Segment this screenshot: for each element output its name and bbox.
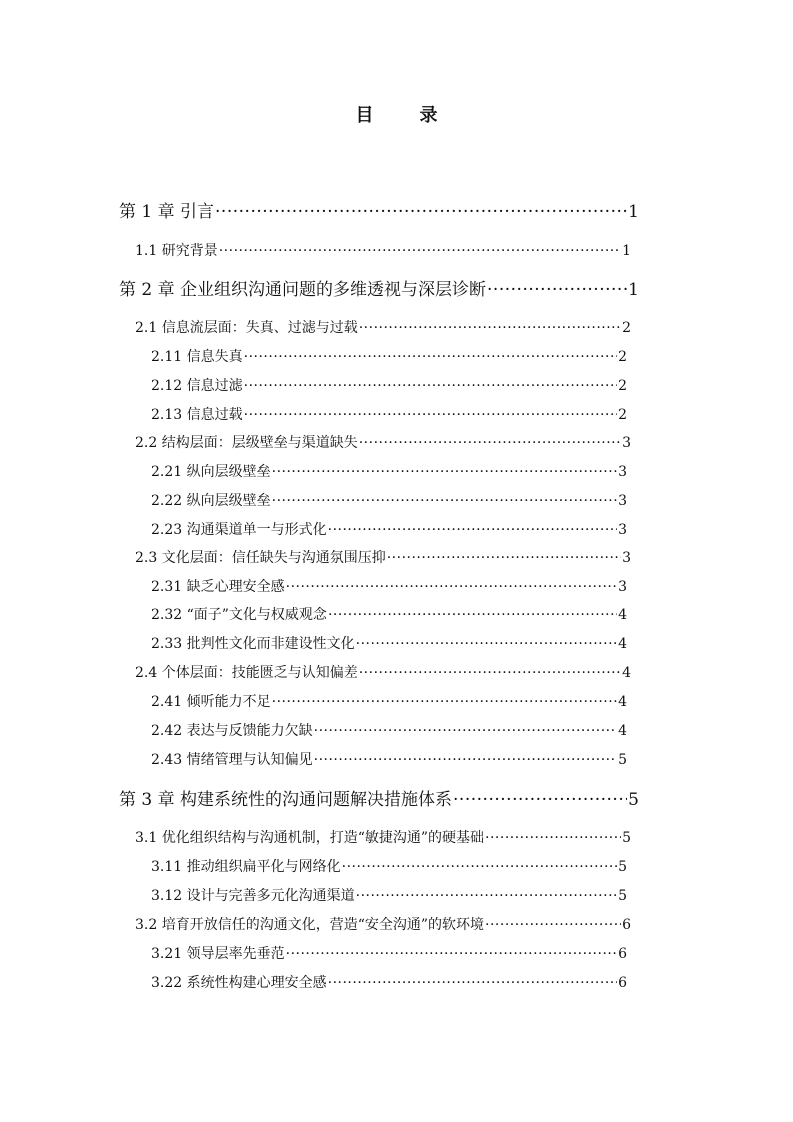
toc-entry-label: 第 2 章 企业组织沟通问题的多维透视与深层诊断 <box>119 280 487 300</box>
toc-entry-2-23[interactable] <box>151 520 627 540</box>
toc-entry-label: 3.22 系统性构建心理安全感 <box>151 975 327 991</box>
toc-entry-label: 2.43 情绪管理与认知偏见 <box>151 752 313 768</box>
toc-entry-page: 3 <box>618 579 627 595</box>
toc-entry-2-31[interactable] <box>151 577 627 597</box>
toc-leader-dots <box>387 548 621 568</box>
toc-entry-3-11[interactable] <box>151 857 627 877</box>
toc-entry-chapter-3[interactable] <box>119 789 639 811</box>
toc-leader-dots <box>286 944 617 964</box>
toc-entry-page: 4 <box>622 665 631 681</box>
toc-entry-label: 2.42 表达与反馈能力欠缺 <box>151 723 313 739</box>
toc-entry-2-4[interactable] <box>135 663 631 683</box>
toc-entry-2-41[interactable] <box>151 692 627 712</box>
toc-entry-3-21[interactable] <box>151 944 627 964</box>
toc-entry-label: 1.1 研究背景 <box>135 243 218 259</box>
toc-entry-page: 3 <box>618 464 627 480</box>
toc-entry-chapter-2[interactable] <box>119 279 639 301</box>
toc-leader-dots <box>272 462 617 482</box>
toc-entry-label: 2.32 “面子”文化与权威观念 <box>151 607 327 623</box>
toc-leader-dots <box>272 692 617 712</box>
toc-entry-page: 4 <box>618 636 627 652</box>
toc-entry-label: 第 1 章 引言 <box>119 202 215 222</box>
toc-entry-2-33[interactable] <box>151 634 627 654</box>
toc-entry-page: 5 <box>618 752 627 768</box>
toc-leader-dots <box>342 857 617 877</box>
toc-leader-dots <box>359 433 621 453</box>
toc-entry-page: 1 <box>622 243 631 259</box>
toc-leader-dots <box>314 750 617 770</box>
toc-entry-2-1[interactable] <box>135 318 631 338</box>
toc-entry-page: 6 <box>622 917 631 933</box>
toc-entry-page: 4 <box>618 723 627 739</box>
toc-leader-dots <box>453 789 627 811</box>
toc-entry-label: 2.3 文化层面：信任缺失与沟通氛围压抑 <box>135 550 386 566</box>
toc-entry-page: 2 <box>622 320 631 336</box>
toc-entry-page: 1 <box>628 280 639 300</box>
toc-entry-page: 3 <box>622 550 631 566</box>
toc-leader-dots <box>219 241 621 261</box>
toc-entry-page: 6 <box>618 975 627 991</box>
toc-entry-label: 3.12 设计与完善多元化沟通渠道 <box>151 888 355 904</box>
toc-leader-dots <box>272 491 617 511</box>
toc-entry-2-21[interactable] <box>151 462 627 482</box>
toc-leader-dots <box>244 376 617 396</box>
toc-entry-page: 4 <box>618 694 627 710</box>
toc-entry-3-2[interactable] <box>135 915 631 935</box>
toc-entry-2-12[interactable] <box>151 376 627 396</box>
toc-entry-3-1[interactable] <box>135 828 631 848</box>
toc-entry-2-11[interactable] <box>151 347 627 367</box>
toc-entry-page: 3 <box>618 522 627 538</box>
toc-entry-2-3[interactable] <box>135 548 631 568</box>
toc-leader-dots <box>244 347 617 367</box>
toc-entry-2-32[interactable] <box>151 605 627 625</box>
toc-entry-page: 2 <box>618 378 627 394</box>
toc-entry-label: 2.21 纵向层级壁垒 <box>151 464 271 480</box>
toc-leader-dots <box>286 577 617 597</box>
toc-entry-label: 3.2 培育开放信任的沟通文化，营造“安全沟通”的软环境 <box>135 917 485 933</box>
toc-entry-page: 2 <box>618 349 627 365</box>
toc-leader-dots <box>328 520 617 540</box>
toc-entry-label: 2.41 倾听能力不足 <box>151 694 271 710</box>
toc-entry-page: 5 <box>628 790 639 810</box>
toc-entry-label: 2.23 沟通渠道单一与形式化 <box>151 522 327 538</box>
toc-entry-2-22[interactable] <box>151 491 627 511</box>
toc-leader-dots <box>328 973 617 993</box>
toc-leader-dots <box>487 279 627 301</box>
toc-entry-2-42[interactable] <box>151 721 627 741</box>
toc-entry-page: 5 <box>618 859 627 875</box>
toc-leader-dots <box>314 721 617 741</box>
toc-leader-dots <box>356 886 617 906</box>
toc-entry-3-12[interactable] <box>151 886 627 906</box>
toc-entry-label: 3.1 优化组织结构与沟通机制，打造“敏捷沟通”的硬基础 <box>135 830 485 846</box>
toc-leader-dots <box>244 405 617 425</box>
toc-entry-label: 2.4 个体层面：技能匮乏与认知偏差 <box>135 665 358 681</box>
toc-entry-page: 3 <box>622 435 631 451</box>
toc-entry-1-1[interactable] <box>135 241 631 261</box>
page-title: 目 录 <box>355 105 452 126</box>
toc-entry-label: 2.33 批判性文化而非建设性文化 <box>151 636 355 652</box>
toc-entry-page: 4 <box>618 607 627 623</box>
toc-entry-label: 2.13 信息过载 <box>151 407 243 423</box>
toc-entry-label: 2.1 信息流层面：失真、过滤与过载 <box>135 320 358 336</box>
toc-entry-label: 2.11 信息失真 <box>151 349 243 365</box>
toc-entry-label: 2.22 纵向层级壁垒 <box>151 493 271 509</box>
toc-entry-label: 3.21 领导层率先垂范 <box>151 946 285 962</box>
toc-entry-page: 5 <box>618 888 627 904</box>
toc-leader-dots <box>485 915 621 935</box>
toc-leader-dots <box>215 201 627 223</box>
toc-leader-dots <box>356 634 617 654</box>
toc-entry-label: 3.11 推动组织扁平化与网络化 <box>151 859 341 875</box>
toc-leader-dots <box>359 318 621 338</box>
toc-entry-2-13[interactable] <box>151 405 627 425</box>
toc-entry-page: 3 <box>618 493 627 509</box>
toc-entry-3-22[interactable] <box>151 973 627 993</box>
toc-entry-label: 2.31 缺乏心理安全感 <box>151 579 285 595</box>
toc-leader-dots <box>359 663 621 683</box>
toc-entry-2-2[interactable] <box>135 433 631 453</box>
toc-entry-label: 2.2 结构层面：层级壁垒与渠道缺失 <box>135 435 358 451</box>
toc-leader-dots <box>485 828 621 848</box>
toc-entry-page: 1 <box>628 202 639 222</box>
toc-entry-page: 5 <box>622 830 631 846</box>
toc-leader-dots <box>328 605 617 625</box>
toc-entry-2-43[interactable] <box>151 750 627 770</box>
toc-entry-chapter-1[interactable] <box>119 201 639 223</box>
toc-entry-page: 2 <box>618 407 627 423</box>
toc-entry-label: 2.12 信息过滤 <box>151 378 243 394</box>
toc-entry-label: 第 3 章 构建系统性的沟通问题解决措施体系 <box>119 790 453 810</box>
toc-entry-page: 6 <box>618 946 627 962</box>
